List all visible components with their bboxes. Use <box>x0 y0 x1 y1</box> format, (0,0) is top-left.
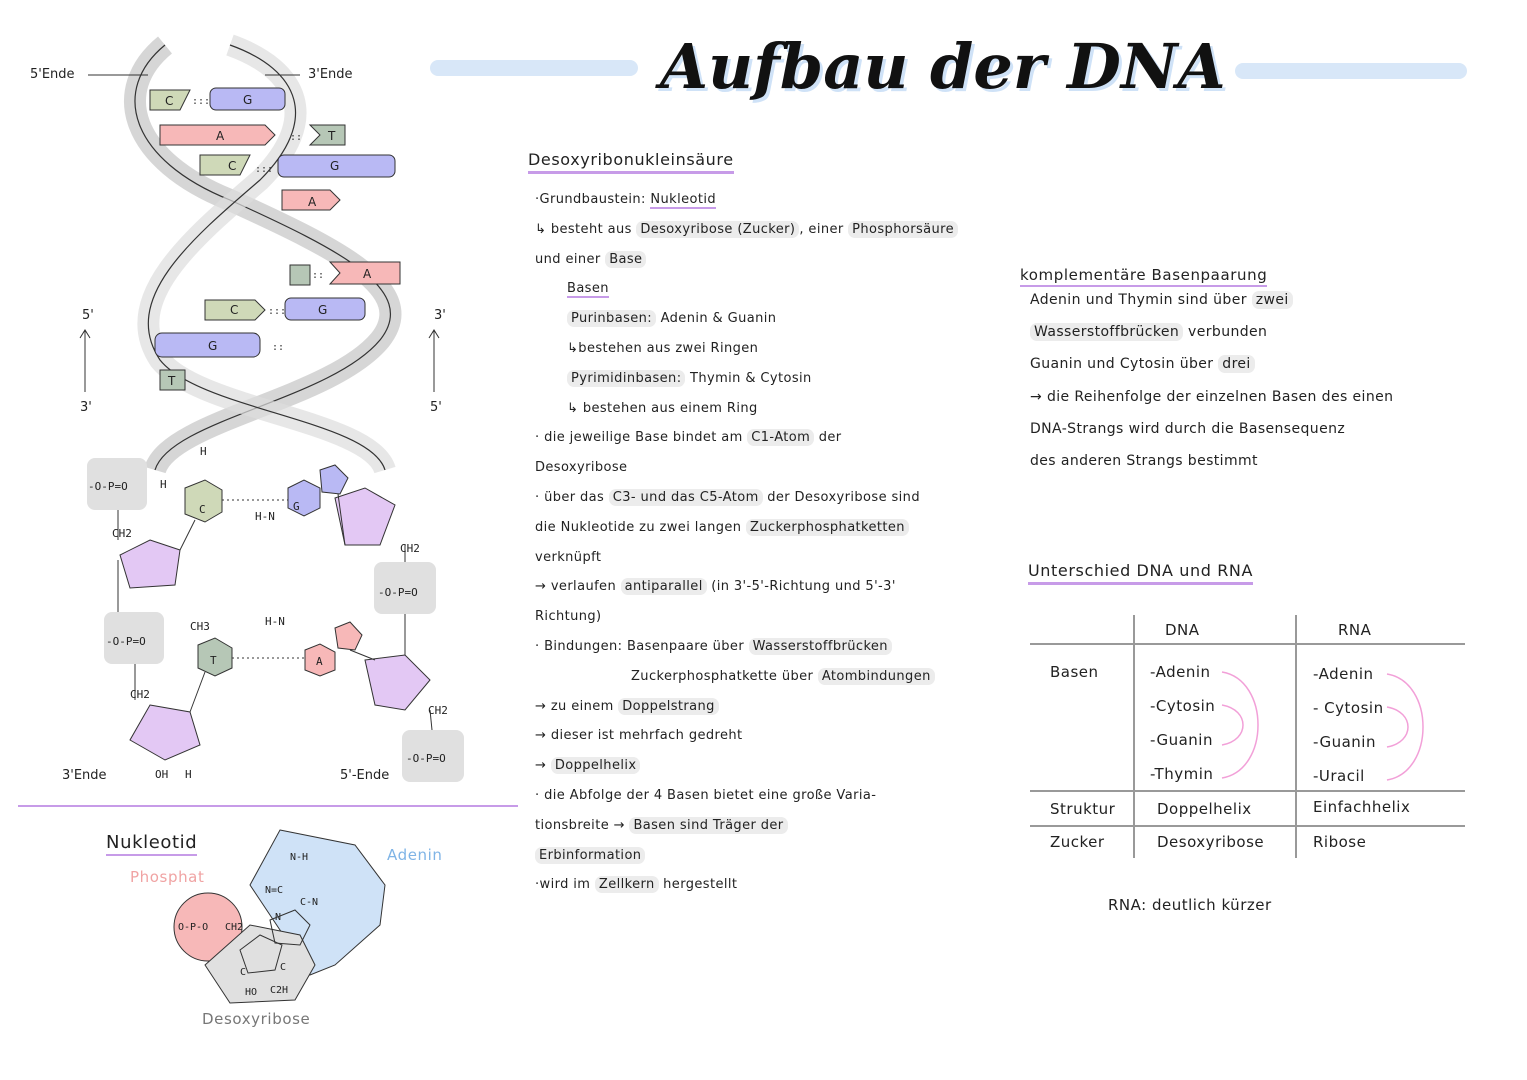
three-prime-end-top: 3'Ende <box>308 67 353 82</box>
svg-text:C: C <box>240 967 247 978</box>
text-line <box>1030 292 1293 308</box>
svg-text:C: C <box>165 94 174 108</box>
text-line <box>1030 421 1345 437</box>
table-header-rna: RNA <box>1338 621 1372 639</box>
text-segment: Guanin und Cytosin über <box>1030 356 1219 373</box>
text-line <box>535 699 719 714</box>
highlighted-term: Doppelhelix <box>551 757 641 774</box>
svg-text:A: A <box>316 655 323 668</box>
svg-text:CH2: CH2 <box>400 542 420 555</box>
svg-text:CH2: CH2 <box>112 527 132 540</box>
text-segment: der Desoxyribose sind <box>762 490 920 505</box>
text-line <box>567 401 758 416</box>
text-segment: , einer <box>799 221 849 237</box>
rna-pairing-arcs <box>1385 672 1455 782</box>
text-segment: Desoxyribose <box>535 460 628 476</box>
svg-text:G: G <box>243 93 253 107</box>
dna-base-adenin: -Adenin <box>1150 663 1211 681</box>
text-segment: Richtung) <box>535 609 602 625</box>
svg-text:H: H <box>160 478 167 491</box>
text-segment: Zuckerphosphatkette über <box>631 668 818 684</box>
svg-text:A: A <box>363 267 372 281</box>
text-line <box>1030 324 1267 340</box>
text-line <box>535 430 842 445</box>
highlighted-term: Atombindungen <box>818 668 935 685</box>
text-line <box>535 222 958 237</box>
table-header-dna: DNA <box>1165 621 1200 639</box>
svg-text:T: T <box>328 129 336 143</box>
svg-text:-O-P=O: -O-P=O <box>406 752 446 765</box>
text-line <box>535 728 743 743</box>
title-decoration-right <box>1235 63 1467 79</box>
text-line <box>567 311 776 326</box>
underlined-term: Nukleotid <box>650 192 716 207</box>
dna-base-cytosin: -Cytosin <box>1150 697 1216 715</box>
highlighted-term: Base <box>605 251 646 268</box>
highlighted-term: Desoxyribose (Zucker) <box>636 221 799 238</box>
page-title: Aufbau der DNA <box>660 30 1226 103</box>
highlighted-term: drei <box>1218 355 1254 373</box>
svg-text:H: H <box>200 445 207 458</box>
text-segment: verbunden <box>1183 324 1268 341</box>
underlined-term: Basen <box>567 281 609 297</box>
text-line <box>535 639 892 654</box>
text-line <box>567 371 812 386</box>
right-arrow-top-label: 3' <box>434 308 446 323</box>
five-prime-end-top: 5'Ende <box>30 67 75 82</box>
text-segment: → verlaufen <box>535 579 621 595</box>
svg-text:::: :: <box>290 132 303 143</box>
svg-text:O-P-O: O-P-O <box>178 922 209 933</box>
svg-text:G: G <box>208 339 218 353</box>
svg-text:CH2: CH2 <box>130 688 150 701</box>
text-segment: (in 3'-5'-Richtung und 5'-3' <box>706 579 896 595</box>
text-segment: die Nukleotide zu zwei langen <box>535 519 746 535</box>
pairing-arcs <box>1220 670 1290 780</box>
dna-helix-diagram <box>0 30 520 810</box>
svg-text:C: C <box>199 503 206 516</box>
highlighted-term: zwei <box>1252 291 1293 309</box>
text-segment: Adenin und Thymin sind über <box>1030 292 1252 308</box>
text-segment: ·wird im <box>535 877 595 893</box>
text-line <box>535 788 876 803</box>
pairing-heading: komplementäre Basenpaarung <box>1020 266 1267 287</box>
svg-text:N=C: N=C <box>265 885 284 896</box>
nucleotide-title: Nukleotid <box>106 832 197 856</box>
rna-zucker: Ribose <box>1313 833 1367 851</box>
table-row-basen: Basen <box>1050 663 1099 681</box>
svg-text:-O-P=O: -O-P=O <box>378 586 418 599</box>
text-line <box>535 252 646 267</box>
text-segment: Thymin & Cytosin <box>685 370 812 386</box>
text-line <box>535 460 627 475</box>
highlighted-term: Pyrimidinbasen: <box>567 370 685 387</box>
svg-text:::: :: <box>312 270 325 281</box>
dna-struktur: Doppelhelix <box>1157 800 1252 818</box>
svg-text:C: C <box>230 303 239 317</box>
dna-zucker: Desoxyribose <box>1157 833 1265 851</box>
highlighted-term: Zuckerphosphatketten <box>746 519 909 536</box>
text-segment: ↳ bestehen aus einem Ring <box>567 400 758 416</box>
svg-text:CH2: CH2 <box>428 704 448 717</box>
highlighted-term: Erbinformation <box>535 847 645 864</box>
svg-text::::: ::: <box>192 96 211 107</box>
text-line <box>535 848 645 863</box>
rna-base-cytosin: - Cytosin <box>1313 699 1384 717</box>
nucleotide-diagram <box>170 825 390 1010</box>
highlighted-term: Phosphorsäure <box>848 221 958 238</box>
svg-text:G: G <box>330 159 340 173</box>
text-line <box>535 192 716 207</box>
text-line <box>535 520 909 535</box>
svg-text:A: A <box>216 129 225 143</box>
three-prime-end-bottom: 3'Ende <box>62 768 107 783</box>
svg-text:C: C <box>228 159 237 173</box>
text-line <box>535 818 788 833</box>
text-segment: · die jeweilige Base bindet am <box>535 430 748 446</box>
text-segment: → dieser ist mehrfach gedreht <box>535 728 743 744</box>
svg-text:H: H <box>185 768 192 781</box>
text-line <box>1030 389 1393 405</box>
text-segment: des anderen Strangs bestimmt <box>1030 453 1258 469</box>
svg-text:T: T <box>168 374 176 388</box>
svg-text:OH: OH <box>155 768 169 781</box>
rna-base-guanin: -Guanin <box>1313 733 1376 751</box>
svg-text:-O-P=O: -O-P=O <box>106 635 146 648</box>
text-segment: ↳ besteht aus <box>535 221 637 237</box>
left-arrow-bottom-label: 3' <box>80 400 92 415</box>
text-segment: · über das <box>535 490 609 505</box>
text-segment: ·Grundbaustein: <box>535 192 651 207</box>
rna-base-adenin: -Adenin <box>1313 665 1374 683</box>
text-segment: → <box>535 758 551 774</box>
text-segment: DNA-Strangs wird durch die Basensequenz <box>1030 420 1346 437</box>
section-heading-dna: Desoxyribonukleinsäure <box>528 150 734 174</box>
text-segment: tionsbreite → <box>535 817 630 833</box>
comparison-table <box>1030 615 1465 860</box>
svg-text:G: G <box>318 303 328 317</box>
svg-text::::: ::: <box>268 306 287 317</box>
text-segment: verknüpft <box>535 549 602 565</box>
highlighted-term: Doppelstrang <box>618 698 719 715</box>
text-segment: → die Reihenfolge der einzelnen Basen des einen <box>1030 388 1394 405</box>
left-arrow-top-label: 5' <box>82 308 94 323</box>
text-segment: · die Abfolge der 4 Basen bietet eine große Varia- <box>535 788 877 803</box>
text-line <box>567 341 758 356</box>
dna-base-thymin: -Thymin <box>1150 765 1214 783</box>
highlighted-term: C3- und das C5-Atom <box>609 489 763 506</box>
svg-text::::: ::: <box>255 164 274 175</box>
rna-note: RNA: deutlich kürzer <box>1108 896 1272 914</box>
svg-text:C-N: C-N <box>300 897 319 908</box>
svg-text:CH3: CH3 <box>190 620 210 633</box>
text-line <box>535 609 602 624</box>
dna-base-guanin: -Guanin <box>1150 731 1213 749</box>
deoxyribose-label: Desoxyribose <box>202 1010 311 1028</box>
text-line <box>535 550 601 565</box>
highlighted-term: C1-Atom <box>747 429 814 446</box>
text-line <box>535 490 920 505</box>
svg-text:HO: HO <box>245 987 258 998</box>
svg-text:N-H: N-H <box>290 852 309 863</box>
highlighted-term: Basen sind Träger der <box>629 817 787 834</box>
highlighted-term: Zellkern <box>595 876 659 893</box>
table-row-struktur: Struktur <box>1050 800 1116 818</box>
svg-text:T: T <box>210 654 217 667</box>
svg-text:A: A <box>308 195 317 209</box>
svg-text:CH2: CH2 <box>225 922 244 933</box>
text-line <box>535 877 737 892</box>
svg-text:::: :: <box>272 342 285 353</box>
highlighted-term: Wasserstoffbrücken <box>749 638 892 655</box>
phosphate-label: Phosphat <box>130 868 205 886</box>
text-line <box>567 281 609 296</box>
svg-text:H-N: H-N <box>265 615 285 628</box>
text-segment: → zu einem <box>535 698 619 714</box>
text-segment: · Bindungen: Basenpaare über <box>535 639 749 654</box>
highlighted-term: Wasserstoffbrücken <box>1030 323 1183 341</box>
highlighted-term: Purinbasen: <box>567 310 656 327</box>
rna-struktur: Einfachhelix <box>1313 798 1411 816</box>
svg-text:-O-P=O: -O-P=O <box>88 480 128 493</box>
svg-text:N: N <box>275 912 282 923</box>
rna-base-uracil: -Uracil <box>1313 767 1365 785</box>
right-arrow-bottom-label: 5' <box>430 400 442 415</box>
text-segment: Adenin & Guanin <box>656 311 777 327</box>
difference-heading: Unterschied DNA und RNA <box>1028 561 1253 585</box>
text-line <box>1030 453 1258 469</box>
svg-text:H-N: H-N <box>255 510 275 523</box>
five-prime-end-bottom: 5'-Ende <box>340 768 390 783</box>
text-segment: und einer <box>535 251 606 267</box>
text-line <box>535 579 896 594</box>
table-row-zucker: Zucker <box>1050 833 1105 851</box>
svg-text:C: C <box>280 962 287 973</box>
svg-text:C2H: C2H <box>270 985 289 996</box>
highlighted-term: antiparallel <box>621 578 707 595</box>
svg-text:G: G <box>293 500 300 513</box>
text-line <box>1030 356 1255 372</box>
text-segment: hergestellt <box>658 877 738 893</box>
text-segment: ↳bestehen aus zwei Ringen <box>567 341 759 356</box>
text-line <box>535 758 640 773</box>
text-line <box>631 669 935 684</box>
adenine-label: Adenin <box>387 846 443 864</box>
text-segment: der <box>814 430 842 446</box>
